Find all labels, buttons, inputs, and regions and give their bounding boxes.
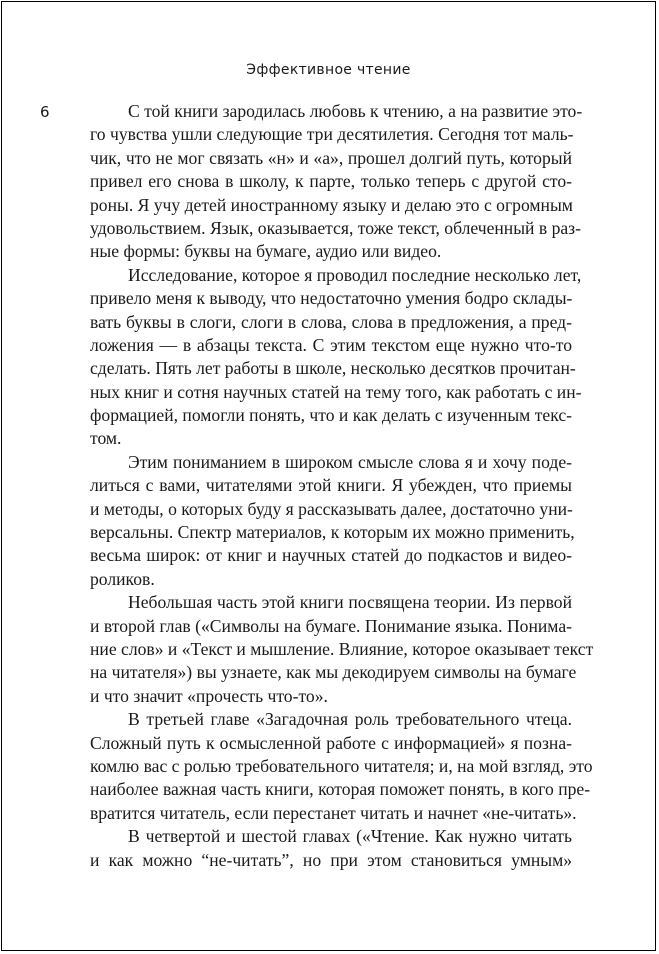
text-line: формацией, помогли понять, что и как делать с изученным текс- (90, 405, 572, 426)
text-line: том. (90, 428, 122, 449)
book-page (1, 1, 656, 951)
text-line: роликов. (90, 568, 155, 589)
text-line: В третьей главе «Загадочная роль требовательного чтеца. (128, 709, 572, 730)
text-line: и что значит «прочесть что-то». (90, 685, 328, 706)
text-line: вратится читатель, если перестанет читать и начнет «не-читать». (90, 802, 577, 823)
paragraph (90, 825, 572, 872)
text-line: комлю вас с ролью требовательного читателя; и, на мой взгляд, это (90, 755, 593, 776)
text-line: го чувства ушли следующие три десятилетия. Сегодня тот маль- (90, 124, 574, 145)
paragraph (90, 264, 582, 451)
paragraph (90, 708, 593, 825)
paragraph (90, 591, 594, 708)
text-line: Небольшая часть этой книги посвящена теории. Из первой (128, 592, 572, 613)
text-line: весьма широк: от книг и научных статей до подкастов и видео- (90, 545, 572, 566)
text-line: привело меня к выводу, что недостаточно умения бодро склады- (90, 288, 573, 309)
text-line: вать буквы в слоги, слоги в слова, слова в предложения, а пред- (90, 311, 572, 332)
running-head: Эффективное чтение (246, 62, 411, 78)
text-line: сделать. Пять лет работы в школе, несколько десятков прочитан- (90, 358, 576, 379)
text-line: версальны. Спектр материалов, к которым их можно применить, (90, 522, 575, 543)
text-line: ложения — в абзацы текста. С этим текстом еще нужно что-то (90, 334, 572, 355)
text-line: В четвертой и шестой главах («Чтение. Как нужно читать (128, 826, 572, 847)
text-line: на читателя») вы узнаете, как мы декодируем символы на бумаге (90, 662, 577, 683)
text-line: чик, что не мог связать «н» и «а», прошел долгий путь, который (90, 147, 572, 168)
text-line: Этим пониманием в широком смысле слова я и хочу поде- (128, 451, 572, 472)
paragraph (90, 451, 575, 591)
text-line: удовольствием. Язык, оказывается, тоже текст, облеченный в раз- (90, 217, 581, 238)
paragraph (90, 100, 583, 264)
text-line: наиболее важная часть книги, которая поможет понять, в кого пре- (90, 779, 591, 800)
text-line: Исследование, которое я проводил последние несколько лет, (128, 264, 582, 285)
text-line: и методы, о которых буду я рассказывать далее, достаточно уни- (90, 498, 573, 519)
text-line: литься с вами, читателями этой книги. Я убежден, что приемы (90, 475, 572, 496)
text-line: и второй глав («Символы на бумаге. Понимание языка. Понима- (90, 615, 572, 636)
text-line: С той книги зародилась любовь к чтению, а на развитие это- (128, 101, 583, 121)
text-line: ных книг и сотня научных статей на тему того, как работать с ин- (90, 381, 582, 402)
text-line: привел его снова в школу, к парте, только теперь с другой сто- (90, 171, 572, 192)
text-line: и как можно “не-читать”, но при этом становиться умным» (90, 849, 572, 870)
text-line: ные формы: буквы на бумаге, аудио или видео. (90, 241, 442, 262)
text-line: Сложный путь к осмысленной работе с информацией» я позна- (90, 732, 572, 753)
page-number: 6 (40, 103, 50, 121)
text-line: роны. Я учу детей иностранному языку и делаю это с огромным (90, 194, 573, 215)
text-line: ние слов» и «Текст и мышление. Влияние, которое оказывает текст (90, 638, 594, 659)
body-text (90, 100, 594, 872)
